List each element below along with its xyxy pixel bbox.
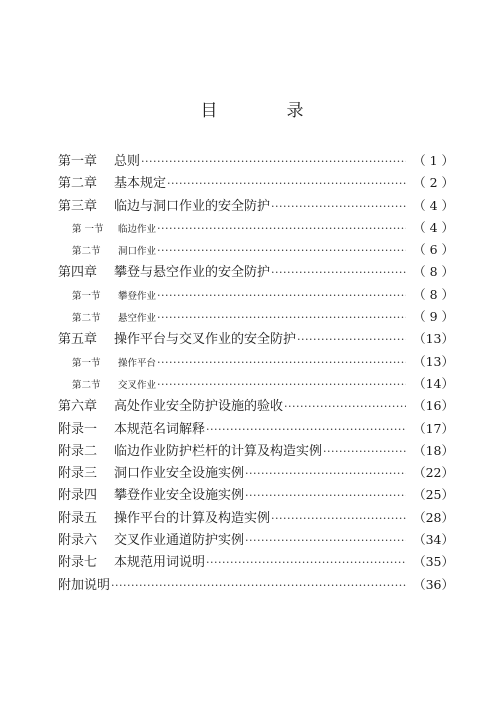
toc-leader-dots [157,374,406,396]
toc-entry[interactable] [58,507,454,529]
toc-entry[interactable] [58,574,454,596]
toc-entry-heading [58,419,205,441]
toc-entry[interactable] [58,529,454,551]
toc-entry-number: 第五章 [58,332,98,348]
toc-entry-label: 临边与洞口作业的安全防护 [114,198,271,214]
toc-page-number: （ 6 ） [413,242,454,258]
toc-leader-dots [271,262,406,284]
toc-entry[interactable] [58,484,454,506]
toc-entry-number: 附录六 [58,533,98,549]
toc-entry-heading [58,262,270,284]
toc-entry-number: 附录五 [58,510,98,526]
toc-entry-heading [58,575,110,597]
toc-entry-heading [58,329,296,351]
toc-entry-number: 第四章 [58,265,98,281]
toc-entry-heading [58,508,270,530]
toc-page-number: （ 9 ） [413,309,454,325]
toc-entry-heading [58,151,140,173]
toc-entry-label: 悬空作业 [118,313,157,325]
toc-entry-heading [58,463,244,485]
toc-leader-dots [206,552,406,574]
toc-leader-dots [157,352,406,374]
toc-leader-dots [271,508,406,530]
toc-entry[interactable] [58,462,454,484]
toc-leader-dots [167,173,406,195]
toc-entry-number: 第一章 [58,154,98,169]
toc-subentry[interactable] [58,373,454,395]
toc-entry-heading [58,173,166,195]
toc-entry-label: 攀登作业安全设施实例 [114,488,245,504]
toc-leader-dots [323,441,406,463]
toc-entry[interactable] [58,172,454,194]
toc-entry-number: 第二节 [72,313,101,325]
toc-entry-heading [58,396,283,418]
toc-entry[interactable] [58,395,454,417]
toc-entry-number: 第 一节 [72,223,104,235]
toc-entry-label: 洞口作业 [118,246,157,258]
toc-entry[interactable] [58,150,454,172]
toc-leader-dots [206,419,406,441]
toc-entry-number: 第六章 [58,399,98,415]
toc-page-number: （14） [413,375,454,391]
toc-leader-dots [297,329,406,351]
toc-leader-dots [284,396,406,418]
toc-entry-label: 临边作业 [118,223,157,235]
toc-entry-heading [58,485,244,507]
toc-page-number: （17） [413,420,454,436]
toc-entry-number: 附录七 [58,555,98,571]
toc-entry-label: 本规范用词说明 [114,555,206,571]
toc-entry-number: 附录三 [58,466,98,482]
toc-entry-label: 交叉作业 [118,379,157,391]
toc-entry[interactable] [58,261,454,283]
toc-page-number: （16） [413,398,454,414]
toc-entry[interactable] [58,551,454,573]
toc-page-number: （22） [413,465,454,481]
toc-leader-dots [245,530,406,552]
toc-page-number: （ 4 ） [413,197,454,213]
toc-page-number: （28） [413,509,454,525]
toc-entry-label: 交叉作业通道防护实例 [114,533,245,549]
toc-leader-dots [141,151,406,173]
toc-entry-heading [72,219,156,241]
toc-page-number: （ 4 ） [413,219,454,235]
toc-leader-dots [111,575,406,597]
toc-page-number: （ 2 ） [413,175,454,191]
toc-entry[interactable] [58,328,454,350]
toc-entry-label: 高处作业安全防护设施的验收 [114,399,284,415]
toc-entry-heading [72,286,156,308]
toc-entry-number: 第一节 [72,357,101,369]
toc-entry-number: 附录一 [58,421,98,437]
toc-leader-dots [157,285,406,307]
toc-entry[interactable] [58,440,454,462]
toc-subentry[interactable] [58,284,454,306]
toc-subentry[interactable] [58,217,454,239]
table-of-contents [58,150,454,596]
toc-page-number: （13） [413,353,454,369]
toc-entry[interactable] [58,418,454,440]
toc-entry-number: 第二节 [72,379,101,391]
toc-page-number: （ 8 ） [413,264,454,280]
toc-entry-number: 附录四 [58,488,98,504]
toc-page-number: （36） [413,576,454,592]
toc-entry-number: 第三章 [58,198,98,214]
toc-entry-heading [58,441,322,463]
toc-entry-number: 第二章 [58,176,98,192]
toc-subentry[interactable] [58,239,454,261]
toc-leader-dots [157,218,406,240]
toc-entry[interactable] [58,195,454,217]
toc-entry-number: 附加说明 [58,577,111,593]
toc-entry-heading [58,196,270,218]
toc-entry-label: 本规范名词解释 [114,421,206,437]
toc-entry-label: 操作平台的计算及构造实例 [114,510,271,526]
toc-leader-dots [271,196,406,218]
toc-title: 目 录 [200,101,330,121]
toc-leader-dots [157,307,406,329]
toc-entry-number: 第二节 [72,246,101,258]
toc-entry-label: 洞口作业安全设施实例 [114,466,245,482]
toc-entry-heading [72,241,156,263]
toc-page-number: （18） [413,442,454,458]
toc-leader-dots [245,485,406,507]
toc-entry-label: 攀登作业 [118,290,157,302]
toc-entry-heading [58,552,205,574]
toc-subentry[interactable] [58,351,454,373]
toc-entry-label: 总则 [114,154,141,169]
toc-page-number: （ 1 ） [413,153,454,168]
toc-entry-label: 基本规定 [114,176,167,192]
toc-page-number: （35） [413,554,454,570]
toc-leader-dots [157,240,406,262]
toc-entry-label: 操作平台 [118,357,157,369]
toc-entry-heading [58,530,244,552]
toc-subentry[interactable] [58,306,454,328]
toc-entry-label: 临边作业防护栏杆的计算及构造实例 [114,443,323,459]
toc-entry-heading [72,375,156,397]
toc-page-number: （34） [413,532,454,548]
toc-entry-heading [72,308,156,330]
toc-entry-label: 操作平台与交叉作业的安全防护 [114,332,297,348]
toc-page-number: （13） [413,331,454,347]
toc-page-number: （ 8 ） [413,286,454,302]
toc-entry-label: 攀登与悬空作业的安全防护 [114,265,271,281]
toc-entry-number: 附录二 [58,443,98,459]
toc-leader-dots [245,463,406,485]
toc-entry-number: 第一节 [72,290,101,302]
toc-page-number: （25） [413,487,454,503]
toc-entry-heading [72,353,156,375]
